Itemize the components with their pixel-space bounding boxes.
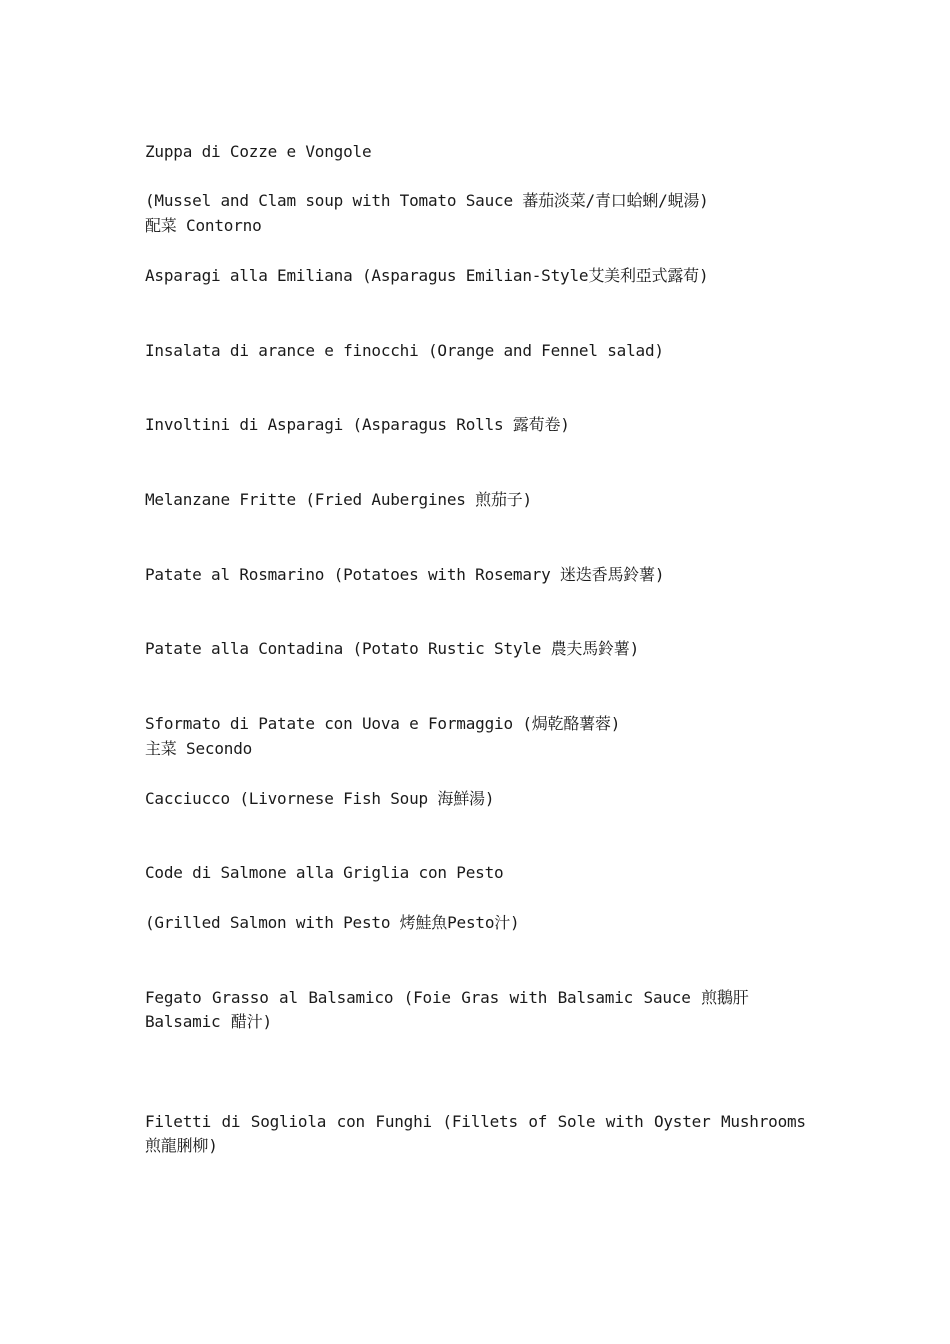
menu-item-melanzane-fritte: Melanzane Fritte (Fried Aubergines 煎茄子) [145,490,532,509]
section-heading-secondo: 主菜 Secondo [145,739,253,758]
menu-item-zuppa-di-cozze: Zuppa di Cozze e Vongole [145,142,372,161]
section-heading-contorno: 配菜 Contorno [145,216,262,235]
menu-item-sformato-patate: Sformato di Patate con Uova e Formaggio (焗乾酪薯蓉) [145,714,621,733]
menu-item-asparagi-emiliana: Asparagi alla Emiliana (Asparagus Emilian-Style艾美利亞式露荀) [145,266,709,285]
menu-item-salmone-description: (Grilled Salmon with Pesto 烤鮭魚Pesto汁) [145,913,520,932]
menu-item-patate-rosmarino: Patate al Rosmarino (Potatoes with Rosemary 迷迭香馬鈴薯) [145,565,665,584]
menu-item-code-di-salmone: Code di Salmone alla Griglia con Pesto [145,863,504,882]
menu-item-zuppa-description: (Mussel and Clam soup with Tomato Sauce 蕃茄淡菜/青口蛤蜊/蜆湯) [145,191,709,210]
menu-item-cacciucco: Cacciucco (Livornese Fish Soup 海鮮湯) [145,789,495,808]
menu-item-patate-contadina: Patate alla Contadina (Potato Rustic Style 農夫馬鈴薯) [145,639,640,658]
menu-item-fegato-grasso: Fegato Grasso al Balsamico (Foie Gras with Balsamic Sauce 煎鵝肝 Balsamic 醋汁) [145,988,749,1031]
menu-item-involtini-asparagi: Involtini di Asparagi (Asparagus Rolls 露荀卷) [145,415,570,434]
menu-item-insalata-arance: Insalata di arance e finocchi (Orange and Fennel salad) [145,341,664,360]
menu-item-filetti-sogliola: Filetti di Sogliola con Funghi (Fillets of Sole with Oyster Mushrooms 煎龍脷柳) [145,1112,806,1155]
